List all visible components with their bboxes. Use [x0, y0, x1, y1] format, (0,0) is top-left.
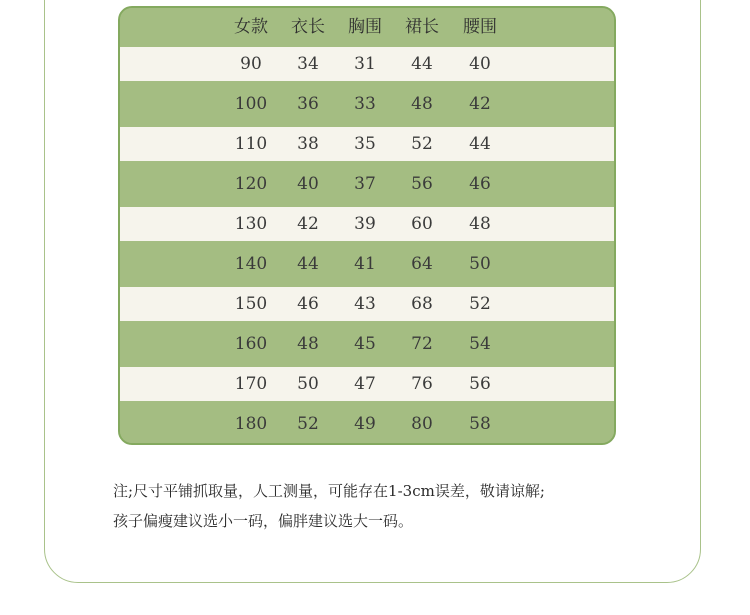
column-header: 女款 [234, 17, 268, 37]
table-cell: 56 [411, 174, 433, 194]
column-header: 衣长 [291, 17, 325, 37]
table-cell: 37 [354, 174, 376, 194]
column-header: 裙长 [405, 17, 439, 37]
table-cell: 52 [297, 414, 319, 434]
table-cell: 76 [411, 374, 433, 394]
column-header: 腰围 [463, 17, 497, 37]
table-cell: 36 [297, 94, 319, 114]
table-cell: 46 [469, 174, 491, 194]
table-cell: 35 [354, 134, 376, 154]
table-cell: 50 [297, 374, 319, 394]
table-cell: 47 [354, 374, 376, 394]
table-cell: 170 [234, 374, 268, 394]
table-cell: 42 [297, 214, 319, 234]
table-cell: 48 [469, 214, 491, 234]
table-row [120, 401, 614, 445]
table-row [120, 207, 614, 241]
table-cell: 41 [354, 254, 376, 274]
table-cell: 40 [469, 54, 491, 74]
table-cell: 54 [469, 334, 491, 354]
table-cell: 46 [297, 294, 319, 314]
table-header-row [120, 8, 614, 47]
column-header: 胸围 [348, 17, 382, 37]
table-cell: 180 [234, 414, 268, 434]
table-cell: 43 [354, 294, 376, 314]
note-line-2: 孩子偏瘦建议选小一码，偏胖建议选大一码。 [113, 512, 414, 530]
table-cell: 49 [354, 414, 376, 434]
table-cell: 44 [297, 254, 319, 274]
table-row [120, 287, 614, 321]
table-cell: 44 [411, 54, 433, 74]
table-cell: 72 [411, 334, 433, 354]
table-cell: 39 [354, 214, 376, 234]
table-cell: 34 [297, 54, 319, 74]
table-cell: 68 [411, 294, 433, 314]
note-line-1: 注;尺寸平铺抓取量，人工测量，可能存在1-3cm误差，敬请谅解; [113, 482, 545, 500]
table-cell: 52 [469, 294, 491, 314]
table-row [120, 241, 614, 287]
table-cell: 40 [297, 174, 319, 194]
table-cell: 130 [234, 214, 268, 234]
table-cell: 150 [234, 294, 268, 314]
table-cell: 33 [354, 94, 376, 114]
table-cell: 140 [234, 254, 268, 274]
table-cell: 50 [469, 254, 491, 274]
table-cell: 48 [411, 94, 433, 114]
table-row [120, 161, 614, 207]
table-row [120, 367, 614, 401]
table-cell: 60 [411, 214, 433, 234]
table-cell: 48 [297, 334, 319, 354]
table-row [120, 127, 614, 161]
table-cell: 160 [234, 334, 268, 354]
table-cell: 58 [469, 414, 491, 434]
table-cell: 44 [469, 134, 491, 154]
table-cell: 56 [469, 374, 491, 394]
table-cell: 64 [411, 254, 433, 274]
table-cell: 31 [354, 54, 376, 74]
table-cell: 80 [411, 414, 433, 434]
table-row [120, 81, 614, 127]
table-cell: 52 [411, 134, 433, 154]
table-cell: 90 [240, 54, 262, 74]
table-cell: 38 [297, 134, 319, 154]
table-cell: 120 [234, 174, 268, 194]
table-cell: 42 [469, 94, 491, 114]
table-row [120, 321, 614, 367]
table-row [120, 47, 614, 81]
table-cell: 110 [234, 134, 268, 154]
size-table [118, 6, 616, 445]
table-cell: 100 [234, 94, 268, 114]
table-cell: 45 [354, 334, 376, 354]
